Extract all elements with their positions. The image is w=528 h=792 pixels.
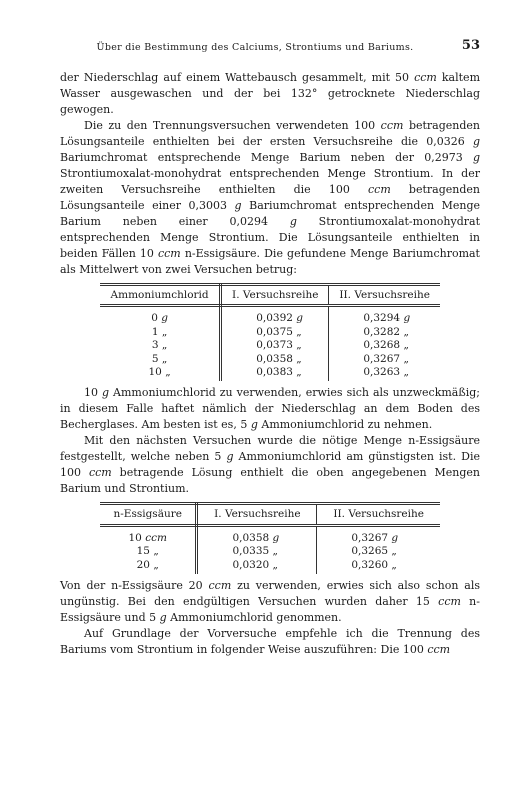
table-cell: 0,3282 „ <box>363 325 409 338</box>
table-cell: 15 „ <box>100 545 197 558</box>
table-cell: 0,3265 „ <box>351 545 397 558</box>
table-cell: 0,3267 „ <box>363 352 409 365</box>
column-header: II. Versuchsreihe <box>329 285 440 306</box>
table-cell: 0,3263 „ <box>363 366 409 379</box>
page-header <box>70 38 480 58</box>
table-header-row <box>100 504 440 525</box>
table-cell: 0,3294 g <box>363 312 411 325</box>
table-cell: 0,0383 „ <box>221 366 329 381</box>
table-ammonium-chloride <box>100 283 440 381</box>
table-cell: 0 g <box>100 306 221 326</box>
paragraph-6: Auf Grundlage der Vorversuche empfehle ich die Trennung des Bariums vom Strontium in folgender Weise auszuführen: Die 100 ccm <box>60 627 480 657</box>
column-header: I. Versuchsreihe <box>221 285 329 306</box>
column-header: Ammoniumchlorid <box>100 285 221 306</box>
column-header: n-Essigsäure <box>100 504 197 525</box>
page-body <box>60 70 480 658</box>
table-cell: 3 „ <box>100 339 221 352</box>
paragraph-5: Von der n-Essigsäure 20 ccm zu verwenden, erwies sich also schon als ungünstig. Bei den endgültigen Versuchen wurden daher 15 ccm n-Essigsäure und 5 g Ammoniumchlorid genommen. <box>60 579 480 625</box>
table-cell: 0,0375 „ <box>221 326 329 339</box>
table-cell: 0,3268 „ <box>363 339 409 352</box>
table-row <box>100 525 440 545</box>
table-cell: 0,0392 g <box>221 306 329 326</box>
table-row <box>100 306 440 326</box>
table-acetic-acid <box>100 502 440 574</box>
table-cell: 0,3260 „ <box>351 558 397 571</box>
page-number: 53 <box>461 38 480 53</box>
table-cell: 10 „ <box>100 366 221 381</box>
table-cell: 0,0373 „ <box>221 339 329 352</box>
table-row <box>100 545 440 558</box>
paragraph-3: 10 g Ammoniumchlorid zu verwenden, erwies sich als unzweckmäßig; in diesem Falle haftet nämlich der Niederschlag an dem Boden des Becherglases. Am besten ist es, 5 g Ammoniumchlorid zu nehmen. <box>60 386 480 432</box>
table-cell: 0,0320 „ <box>197 559 317 574</box>
paragraph-1: der Niederschlag auf einem Wattebausch gesammelt, mit 50 ccm kaltem Wasser ausgewaschen und der bei 132° getrocknete Niederschlag gewogen. <box>60 71 480 116</box>
running-head: Über die Bestimmung des Calciums, Strontiums und Bariums. <box>96 42 414 53</box>
column-header: II. Versuchsreihe <box>317 504 440 525</box>
table-cell: 10 ccm <box>100 525 197 545</box>
table-cell: 0,3267 g <box>351 531 399 544</box>
paragraph-2: Die zu den Trennungsversuchen verwendeten 100 ccm betragenden Lösungsanteile enthielten bei der ersten Versuchsreihe die 0,0326 g Bariumchromat entsprechende Menge Barium neben der 0,2973 g Strontiumoxalat-monohydrat entsprechenden Menge Strontium. In der zweiten Versuchsreihe enthielten die 100 ccm betragenden Lösungsanteile einer 0,3003 g Bariumchromat entsprechenden Menge Barium neben einer 0,0294 g Strontiumoxalat-monohydrat entsprechenden Menge Strontium. Die Lösungsanteile enthielten in beiden Fällen 10 ccm n-Essigsäure. Die gefundene Menge Bariumchromat als Mittelwert von zwei Versuchen betrug: <box>60 119 481 276</box>
table-cell: 1 „ <box>100 326 221 339</box>
table-header-row <box>100 285 440 306</box>
table-cell: 0,0358 „ <box>221 353 329 366</box>
table-row <box>100 339 440 352</box>
table-cell: 5 „ <box>100 353 221 366</box>
table-row <box>100 326 440 339</box>
table-row <box>100 366 440 381</box>
paragraph-4: Mit den nächsten Versuchen wurde die nötige Menge n-Essigsäure festgestellt, welche neben 5 g Ammoniumchlorid am günstigsten ist. Die 100 ccm betragende Lösung enthielt die oben angegebenen Mengen Barium und Strontium. <box>60 434 480 496</box>
table-cell: 20 „ <box>100 559 197 574</box>
table-cell: 0,0358 g <box>197 525 317 545</box>
table-cell: 0,0335 „ <box>197 545 317 558</box>
table-row <box>100 353 440 366</box>
table-row <box>100 559 440 574</box>
column-header: I. Versuchsreihe <box>197 504 317 525</box>
